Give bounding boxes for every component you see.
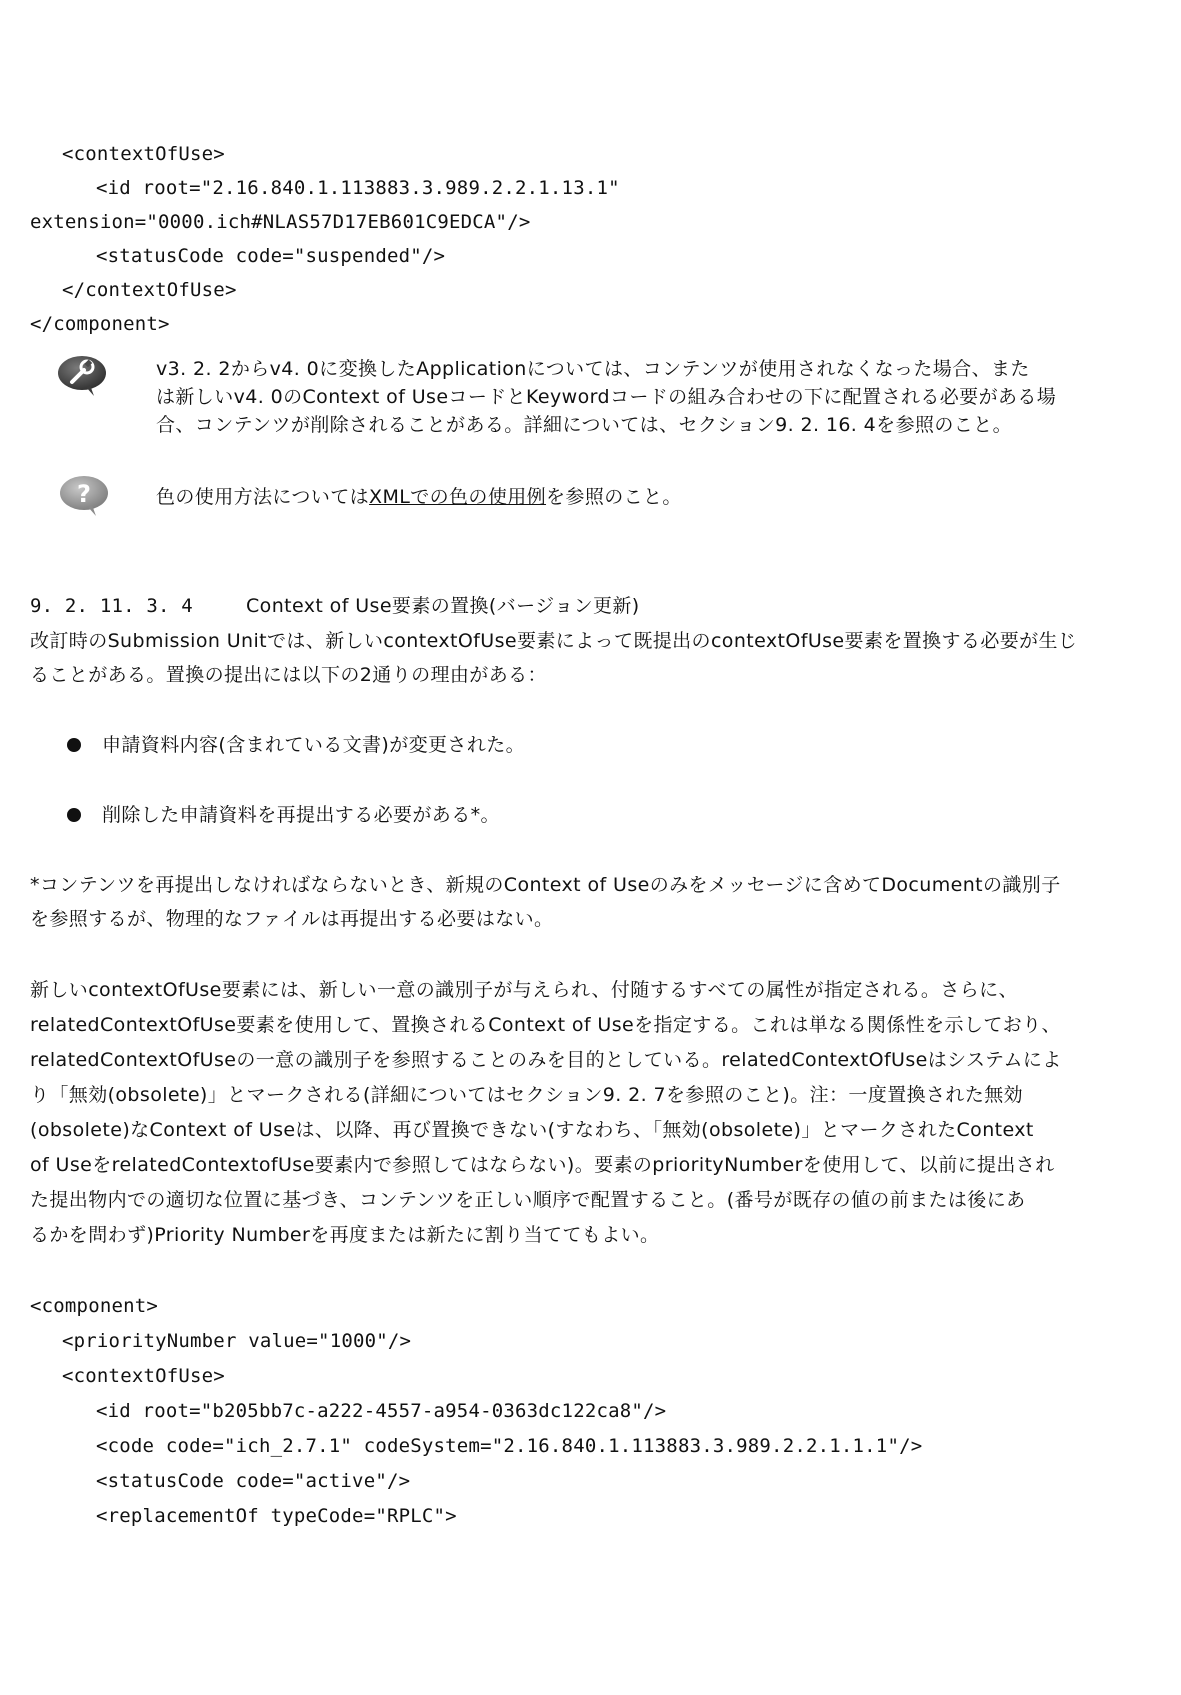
code-line: </contextOfUse> bbox=[62, 279, 237, 301]
paragraph-line: of UseをrelatedContextofUse要素内で参照してはならない)。要素のpriorityNumberを使用して、以前に提出され bbox=[30, 1154, 1055, 1176]
code-line: <code code="ich_2.7.1" codeSystem="2.16.840.1.113883.3.989.2.2.1.1.1"/> bbox=[96, 1435, 923, 1457]
paragraph-line: るかを問わず)Priority Numberを再度または新たに割り当ててもよい。 bbox=[30, 1224, 660, 1246]
code-line: <replacementOf typeCode="RPLC"> bbox=[96, 1505, 457, 1527]
paragraph-line: り「無効(obsolete)」とマークされる(詳細についてはセクション9. 2. 7を参照のこと)。注：一度置換された無効 bbox=[30, 1084, 1024, 1106]
question-text-pre: 色の使用方法については bbox=[156, 486, 370, 508]
paragraph-line: ることがある。置換の提出には以下の2通りの理由がある： bbox=[30, 664, 547, 686]
code-line: <id root="b205bb7c-a222-4557-a954-0363dc122ca8"/> bbox=[96, 1400, 667, 1422]
code-line: <id root="2.16.840.1.113883.3.989.2.2.1.13.1" bbox=[96, 177, 620, 199]
question-icon bbox=[58, 474, 110, 518]
code-line: <contextOfUse> bbox=[62, 143, 225, 165]
code-line: extension="0000.ich#NLAS57D17EB601C9EDCA"/> bbox=[30, 211, 531, 233]
paragraph-line: relatedContextOfUseの一意の識別子を参照することのみを目的としている。relatedContextOfUseはシステムによ bbox=[30, 1049, 1062, 1071]
section-number: 9. 2. 11. 3. 4 bbox=[30, 595, 193, 617]
color-usage-link[interactable]: XMLでの色の使用例 bbox=[369, 486, 547, 508]
list-item: 申請資料内容(含まれている文書)が変更された。 bbox=[102, 734, 526, 756]
wrench-icon bbox=[56, 354, 108, 398]
footnote-line: *コンテンツを再提出しなければならないとき、新規のContext of Useのみをメッセージに含めてDocumentの識別子 bbox=[30, 874, 1061, 896]
tip-text-line: は新しいv4. 0のContext of UseコードとKeywordコードの組み合わせの下に配置される必要がある場 bbox=[156, 386, 1057, 408]
paragraph-line: 新しいcontextOfUse要素には、新しい一意の識別子が与えられ、付随するすべての属性が指定される。さらに、 bbox=[30, 979, 1018, 1001]
footnote-line: を参照するが、物理的なファイルは再提出する必要はない。 bbox=[30, 908, 554, 930]
code-line: <component> bbox=[30, 1295, 159, 1317]
paragraph-line: 改訂時のSubmission Unitでは、新しいcontextOfUse要素によって既提出のcontextOfUse要素を置換する必要が生じ bbox=[30, 630, 1078, 652]
question-text-post: を参照のこと。 bbox=[546, 486, 682, 508]
bullet-icon bbox=[67, 808, 81, 822]
section-title: Context of Use要素の置換(バージョン更新) bbox=[246, 595, 640, 617]
code-line: <statusCode code="active"/> bbox=[96, 1470, 411, 1492]
svg-text:?: ? bbox=[77, 480, 91, 508]
tip-text-line: 合、コンテンツが削除されることがある。詳細については、セクション9. 2. 16. 4を参照のこと。 bbox=[156, 414, 1012, 436]
code-line: <priorityNumber value="1000"/> bbox=[62, 1330, 412, 1352]
list-item: 削除した申請資料を再提出する必要がある*。 bbox=[102, 804, 500, 826]
tip-text-line: v3. 2. 2からv4. 0に変換したApplicationについては、コンテンツが使用されなくなった場合、また bbox=[156, 358, 1030, 380]
code-line: <statusCode code="suspended"/> bbox=[96, 245, 446, 267]
question-text bbox=[156, 485, 682, 509]
bullet-icon bbox=[67, 738, 81, 752]
paragraph-line: (obsolete)なContext of Useは、以降、再び置換できない(すなわち、「無効(obsolete)」とマークされたContext bbox=[30, 1119, 1034, 1141]
code-line: <contextOfUse> bbox=[62, 1365, 225, 1387]
paragraph-line: relatedContextOfUse要素を使用して、置換されるContext of Useを指定する。これは単なる関係性を示しており、 bbox=[30, 1014, 1061, 1036]
paragraph-line: た提出物内での適切な位置に基づき、コンテンツを正しい順序で配置すること。(番号が既存の値の前または後にあ bbox=[30, 1189, 1026, 1211]
code-line: </component> bbox=[30, 313, 170, 335]
